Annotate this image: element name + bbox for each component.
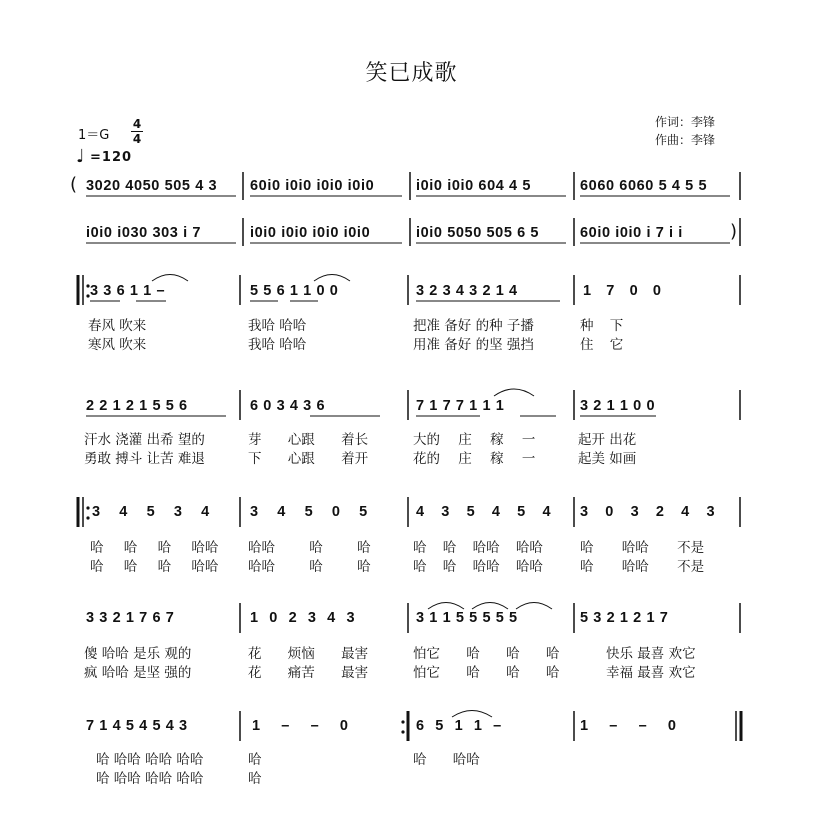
intro-row2-measure-4: 60i0 i0i0 i 7 i i [580, 225, 683, 241]
chorus-row2-lyric1-m3: 怕它 哈 哈 哈 [413, 646, 560, 662]
key-signature: 1＝G [78, 128, 110, 143]
chorus-row2-lyric2-m4: 幸福 最喜 欢它 [606, 665, 696, 681]
verse-row2-lyric1-m4: 起开 出花 [578, 432, 637, 448]
time-signature-bottom: 4 [132, 132, 142, 146]
verse-row1-measure-2: 5 5 6 1 1 0 0 [250, 283, 339, 299]
verse-row1-measure-3: 3 2 3 4 3 2 1 4 [416, 283, 518, 299]
intro-row2-measure-1: i0i0 i030 303 i 7 [86, 225, 202, 241]
composer-credit: 作曲：李锋 [655, 133, 716, 147]
chorus-row2-measure-4: 5 3 2 1 2 1 7 [580, 610, 669, 626]
chorus-row2-measure-3: 3 1 1 5 5 5 5 5 [416, 610, 518, 626]
quarter-note-icon: ♩ [76, 146, 85, 167]
chorus-row1-lyric2-m2: 哈哈 哈 哈 [248, 559, 371, 575]
chorus-row3-lyric1-m3: 哈 哈哈 [413, 752, 480, 768]
verse-row1-measure-1: 3 3 6 1 1 – [90, 283, 166, 299]
tempo-marking: =120 [90, 150, 133, 165]
chorus-row1-lyric1-m2: 哈哈 哈 哈 [248, 540, 371, 556]
intro-row2-measure-2: i0i0 i0i0 i0i0 i0i0 [250, 225, 371, 241]
chorus-row3-measure-3: 6 5 1 1 – [416, 718, 502, 734]
chorus-row2-measure-1: 3 3 2 1 7 6 7 [86, 610, 175, 626]
chorus-row2-measure-2: 1 0 2 3 4 3 [250, 610, 356, 626]
verse-row2-measure-4: 3 2 1 1 0 0 [580, 398, 656, 414]
chorus-row2-lyric1-m1: 傻 哈哈 是乐 观的 [84, 646, 192, 662]
chorus-row1-measure-4: 3 0 3 2 4 3 [580, 504, 716, 520]
verse-row1-lyric1-m3: 把准 备好 的种 子播 [413, 318, 534, 334]
chorus-row2-lyric1-m4: 快乐 最喜 欢它 [606, 646, 696, 662]
chorus-row3-measure-1: 7 1 4 5 4 5 4 3 [86, 718, 188, 734]
chorus-row1-measure-3: 4 3 5 4 5 4 [416, 504, 552, 520]
verse-row1-lyric2-m2: 我哈 哈哈 [248, 337, 307, 353]
chorus-row1-lyric2-m4: 哈 哈哈 不是 [580, 559, 705, 575]
verse-row2-lyric2-m1: 勇敢 搏斗 让苦 难退 [84, 451, 205, 467]
chorus-row3-measure-2: 1 – – 0 [252, 718, 349, 734]
verse-row2-measure-1: 2 2 1 2 1 5 5 6 [86, 398, 188, 414]
verse-row1-lyric1-m4: 种 下 [580, 318, 624, 334]
chorus-row2-lyric2-m3: 怕它 哈 哈 哈 [413, 665, 560, 681]
verse-row2-lyric2-m2: 下 心跟 着开 [248, 451, 369, 467]
chorus-row1-lyric2-m1: 哈 哈 哈 哈哈 [90, 559, 219, 575]
verse-row1-lyric2-m1: 寒风 吹来 [88, 337, 147, 353]
intro-row2-measure-3: i0i0 5050 505 6 5 [416, 225, 540, 241]
verse-row1-lyric1-m1: 春风 吹来 [88, 318, 147, 334]
chorus-row2-lyric1-m2: 花 烦恼 最害 [248, 646, 369, 662]
song-title: 笑已成歌 [365, 61, 458, 86]
chorus-row3-lyric1-m2: 哈 [248, 752, 262, 768]
verse-row2-lyric1-m1: 汗水 浇灌 出希 望的 [84, 432, 205, 448]
verse-row2-lyric2-m3: 花的 庄 稼 一 [413, 451, 536, 467]
chorus-row3-measure-4: 1 – – 0 [580, 718, 677, 734]
verse-row2-lyric1-m2: 芽 心跟 着长 [248, 432, 369, 448]
intro-row1-measure-2: 60i0 i0i0 i0i0 i0i0 [250, 178, 375, 194]
verse-row1-lyric2-m3: 用准 备好 的坚 强挡 [413, 337, 534, 353]
lyricist-credit: 作词：李锋 [655, 115, 716, 129]
chorus-row3-lyric2-m2: 哈 [248, 771, 262, 787]
verse-row2-lyric2-m4: 起美 如画 [578, 451, 637, 467]
chorus-row1-measure-2: 3 4 5 0 5 [250, 504, 368, 520]
verse-row1-lyric2-m4: 住 它 [580, 337, 624, 353]
chorus-row1-measure-1: 3 4 5 3 4 [92, 504, 210, 520]
chorus-row1-lyric2-m3: 哈 哈 哈哈 哈哈 [413, 559, 543, 575]
intro-close-paren: ) [730, 221, 738, 242]
chorus-row3-lyric1-m1: 哈 哈哈 哈哈 哈哈 [96, 752, 204, 768]
intro-row1-measure-3: i0i0 i0i0 604 4 5 [416, 178, 532, 194]
intro-row1-measure-4: 6060 6060 5 4 5 5 [580, 178, 708, 194]
verse-row2-lyric1-m3: 大的 庄 稼 一 [413, 432, 536, 448]
verse-row2-measure-3: 7 1 7 7 1 1 1 [416, 398, 505, 414]
chorus-row2-lyric2-m1: 疯 哈哈 是坚 强的 [84, 665, 192, 681]
verse-row1-lyric1-m2: 我哈 哈哈 [248, 318, 307, 334]
intro-open-paren: ( [70, 174, 78, 195]
time-signature-top: 4 [132, 117, 142, 131]
chorus-row2-lyric2-m2: 花 痛苦 最害 [248, 665, 369, 681]
chorus-row1-lyric1-m3: 哈 哈 哈哈 哈哈 [413, 540, 543, 556]
verse-row1-measure-4: 1 7 0 0 [583, 283, 662, 299]
verse-row2-measure-2: 6 0 3 4 3 6 [250, 398, 326, 414]
chorus-row3-lyric2-m1: 哈 哈哈 哈哈 哈哈 [96, 771, 204, 787]
intro-row1-measure-1: 3020 4050 505 4 3 [86, 178, 218, 194]
chorus-row1-lyric1-m4: 哈 哈哈 不是 [580, 540, 705, 556]
chorus-row1-lyric1-m1: 哈 哈 哈 哈哈 [90, 540, 219, 556]
